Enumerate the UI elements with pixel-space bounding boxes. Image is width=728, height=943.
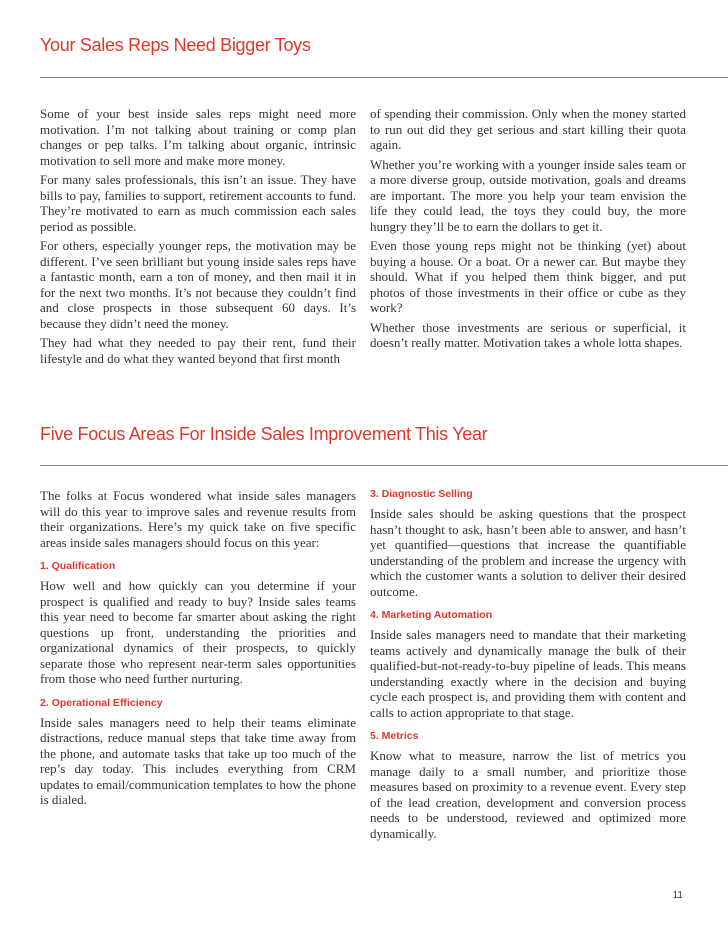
heading-marketing-automation: 4. Marketing Automation xyxy=(370,609,493,621)
section-divider xyxy=(40,77,728,78)
column-right-bigger-toys xyxy=(370,106,686,355)
heading-metrics: 5. Metrics xyxy=(370,730,419,742)
page-number: 11 xyxy=(672,890,683,901)
paragraph: For many sales professionals, this isn’t an issue. They have bills to pay, families to support, retirement accounts to fund. They’re motivated to earn as much commission each sales period as possible. xyxy=(40,172,356,234)
column-right-focus-areas xyxy=(370,488,686,845)
paragraph: Whether those investments are serious or superficial, it doesn’t really matter. Motivation takes a whole lotta shapes. xyxy=(370,319,686,350)
section-title-bigger-toys: Your Sales Reps Need Bigger Toys xyxy=(40,35,311,55)
heading-diagnostic-selling: 3. Diagnostic Selling xyxy=(370,488,473,500)
column-left-focus-areas xyxy=(40,488,356,812)
paragraph: Inside sales should be asking questions that the prospect hasn’t thought to ask, hasn’t been able to answer, and hasn’t yet quantified—questions that increase the quantifiable understanding of the problem and increase the urgency with which the customer wants a solution to deliver their desired outcome. xyxy=(370,506,686,599)
paragraph: How well and how quickly can you determine if your prospect is qualified and ready to buy? Inside sales teams this year need to become far smarter about asking the right questions up front, understanding the priorities and organizational dynamics of their prospects, to quickly separate those who represent near-term sales opportunities from those who need further nurturing. xyxy=(40,578,356,686)
section-title-five-focus-areas: Five Focus Areas For Inside Sales Improvement This Year xyxy=(40,424,488,444)
paragraph: Even those young reps might not be thinking (yet) about buying a house. Or a boat. Or a newer car. But maybe they should. What if you helped them think bigger, and put photos of those investments in their office or cube as they work? xyxy=(370,238,686,315)
section-divider xyxy=(40,465,728,466)
intro-paragraph: The folks at Focus wondered what inside sales managers will do this year to improve sales and revenue results from their organizations. Here’s my quick take on five specific areas inside sales managers should focus on this year: xyxy=(40,488,356,550)
heading-qualification: 1. Qualification xyxy=(40,560,116,572)
paragraph: Some of your best inside sales reps might need more motivation. I’m not talking about training or comp plan changes or pep talks. I’m talking about organic, intrinsic motivation to sell more and make more money. xyxy=(40,106,356,168)
column-left-bigger-toys xyxy=(40,106,356,370)
paragraph: Inside sales managers need to help their teams eliminate distractions, reduce manual steps that take time away from the phone, and automate tasks that take up too much of the rep’s day today. This includes everything from CRM updates to email/communication templates to how the phone is dialed. xyxy=(40,714,356,807)
paragraph: Inside sales managers need to mandate that their marketing teams actively and dynamically manage the bulk of their qualified-but-not-ready-to-buy pipeline of leads. This means understanding exactly where in the decision and buying cycle each prospect is, and providing them with content and calls to action appropriate to that stage. xyxy=(370,627,686,720)
paragraph: Know what to measure, narrow the list of metrics you manage daily to a small number, and prioritize those measures based on proximity to a revenue event. Every step of the lead creation, development and conversion process needs to be understood, reviewed and optimized more dynamically. xyxy=(370,748,686,841)
paragraph: Whether you’re working with a younger inside sales team or a more diverse group, outside motivation, goals and dreams are important. The more you help your team envision the life they could lead, the toys they could buy, the more hungry they’ll be to earn the dollars to get it. xyxy=(370,156,686,234)
paragraph: They had what they needed to pay their rent, fund their lifestyle and do what they wanted beyond that first month xyxy=(40,335,356,366)
heading-operational-efficiency: 2. Operational Efficiency xyxy=(40,696,163,709)
paragraph: of spending their commission. Only when the money started to run out did they get serious and start killing their quota again. xyxy=(370,106,686,152)
paragraph: For others, especially younger reps, the motivation may be different. I’ve seen brilliant but young inside sales reps have a fantastic month, earn a ton of money, and then mail it in for the next two months. It’s not because they couldn’t find and close prospects in those subsequent 60 days. It’s because they didn’t need the money. xyxy=(40,238,356,331)
